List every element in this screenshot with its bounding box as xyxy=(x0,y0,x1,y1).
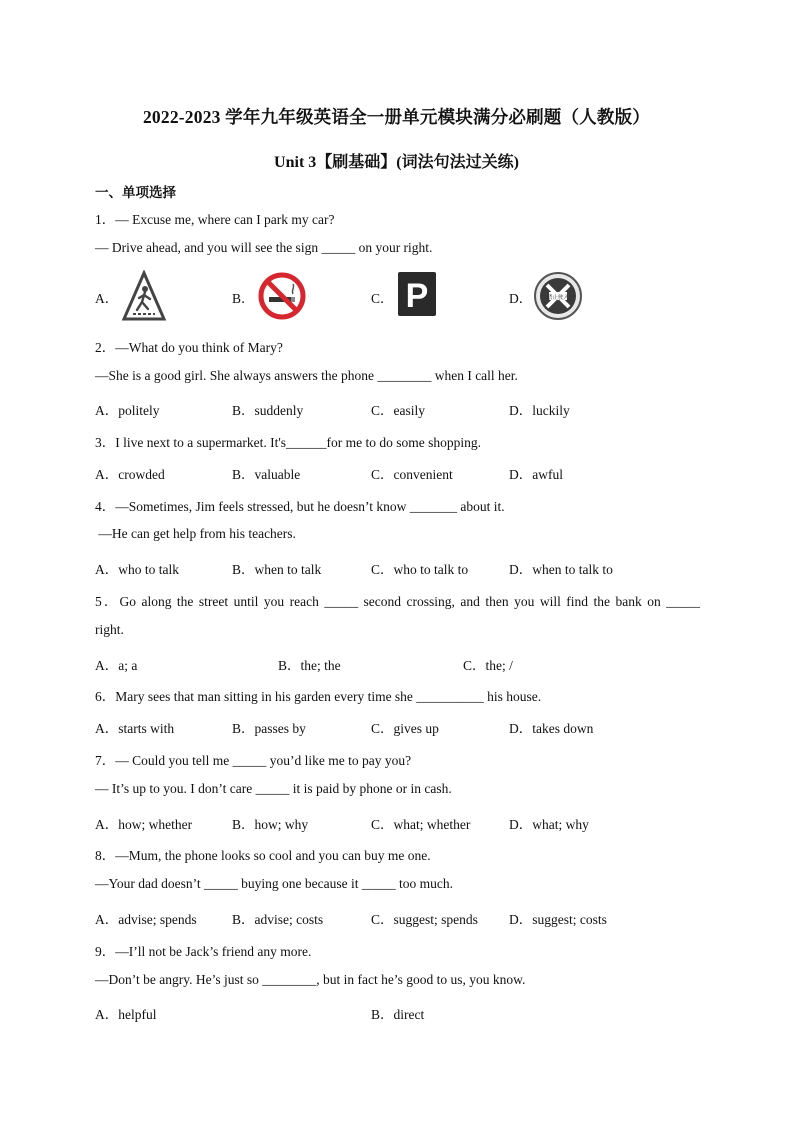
option-d: D．takes down xyxy=(509,721,594,736)
option-a: A．crowded xyxy=(95,467,165,482)
question-5-line-2: right. xyxy=(95,622,124,637)
option-d: D．awful xyxy=(509,467,563,482)
option-c: C．easily xyxy=(371,403,425,418)
question-1-line-1: 1．— Excuse me, where can I park my car? xyxy=(95,212,335,227)
option-b: B．advise; costs xyxy=(232,912,324,927)
no-entry-icon xyxy=(533,270,583,322)
option-d: D．what; why xyxy=(509,817,589,832)
question-2-line-2: —She is a good girl. She always answers the phone ________ when I call her. xyxy=(95,368,518,383)
option-a: A．a; a xyxy=(95,658,138,673)
option-b: B．passes by xyxy=(232,721,306,736)
option-c: C．convenient xyxy=(371,467,453,482)
question-3-line-1: 3．I live next to a supermarket. It's______for me to do some shopping. xyxy=(95,435,481,450)
option-c: C．the; / xyxy=(463,658,513,673)
question-4-options xyxy=(95,558,715,578)
question-8-options xyxy=(95,908,715,928)
question-2-line-1: 2．—What do you think of Mary? xyxy=(95,340,283,355)
option-c: C．suggest; spends xyxy=(371,912,478,927)
option-a: A．starts with xyxy=(95,721,175,736)
option-c-label: C． xyxy=(371,291,394,306)
question-2-options xyxy=(95,399,715,419)
option-a: A．who to talk xyxy=(95,562,179,577)
question-4-line-2: —He can get help from his teachers. xyxy=(95,526,296,541)
option-a: A．helpful xyxy=(95,1007,157,1022)
no-entry-sign-text: 禁止驶入 xyxy=(546,295,570,301)
pedestrian-crossing-icon xyxy=(121,270,167,322)
document-subtitle: Unit 3【刷基础】(词法句法过关练) xyxy=(274,154,519,171)
question-9-options xyxy=(95,1003,715,1023)
option-d-label: D． xyxy=(509,291,533,306)
question-7-options xyxy=(95,813,715,833)
question-4-line-1: 4．—Sometimes, Jim feels stressed, but he doesn’t know _______ about it. xyxy=(95,499,505,514)
question-7-line-2: — It’s up to you. I don’t care _____ it is paid by phone or in cash. xyxy=(95,781,452,796)
option-a: A．politely xyxy=(95,403,160,418)
option-b: B．the; the xyxy=(278,658,341,673)
question-8-line-2: —Your dad doesn’t _____ buying one because it _____ too much. xyxy=(95,876,453,891)
question-1-line-2: — Drive ahead, and you will see the sign _____ on your right. xyxy=(95,240,433,255)
parking-icon xyxy=(397,270,437,318)
option-c: C．who to talk to xyxy=(371,562,469,577)
question-7-line-1: 7．— Could you tell me _____ you’d like me to pay you? xyxy=(95,753,412,768)
option-a-label: A． xyxy=(95,291,119,306)
question-5-options xyxy=(95,654,715,674)
question-3-options xyxy=(95,463,715,483)
option-d: D．luckily xyxy=(509,403,570,418)
question-5-line-1: 5．Go along the street until you reach _____ second crossing, and then you will find the bank on _____ xyxy=(95,594,700,609)
option-c: C．gives up xyxy=(371,721,439,736)
option-d: D．suggest; costs xyxy=(509,912,607,927)
option-a: A．how; whether xyxy=(95,817,193,832)
question-6-options xyxy=(95,717,715,737)
question-9-line-2: —Don’t be angry. He’s just so ________, but in fact he’s good to us, you know. xyxy=(95,972,526,987)
question-1-options xyxy=(95,270,715,324)
option-b: B．direct xyxy=(371,1007,425,1022)
question-8-line-1: 8．—Mum, the phone looks so cool and you can buy me one. xyxy=(95,848,431,863)
option-d: D．when to talk to xyxy=(509,562,613,577)
question-6-line-1: 6．Mary sees that man sitting in his garden every time she __________ his house. xyxy=(95,689,542,704)
option-c: C．what; whether xyxy=(371,817,471,832)
option-b: B．when to talk xyxy=(232,562,322,577)
section-heading: 一、单项选择 xyxy=(95,185,176,200)
document-title: 2022-2023 学年九年级英语全一册单元模块满分必刷题（人教版） xyxy=(142,107,650,127)
no-smoking-icon xyxy=(257,270,307,322)
parking-sign-text: P xyxy=(405,277,429,315)
option-b: B．suddenly xyxy=(232,403,304,418)
option-a: A．advise; spends xyxy=(95,912,197,927)
option-b-label: B． xyxy=(232,291,255,306)
option-b: B．valuable xyxy=(232,467,301,482)
question-9-line-1: 9．—I’ll not be Jack’s friend any more. xyxy=(95,944,312,959)
option-b: B．how; why xyxy=(232,817,309,832)
